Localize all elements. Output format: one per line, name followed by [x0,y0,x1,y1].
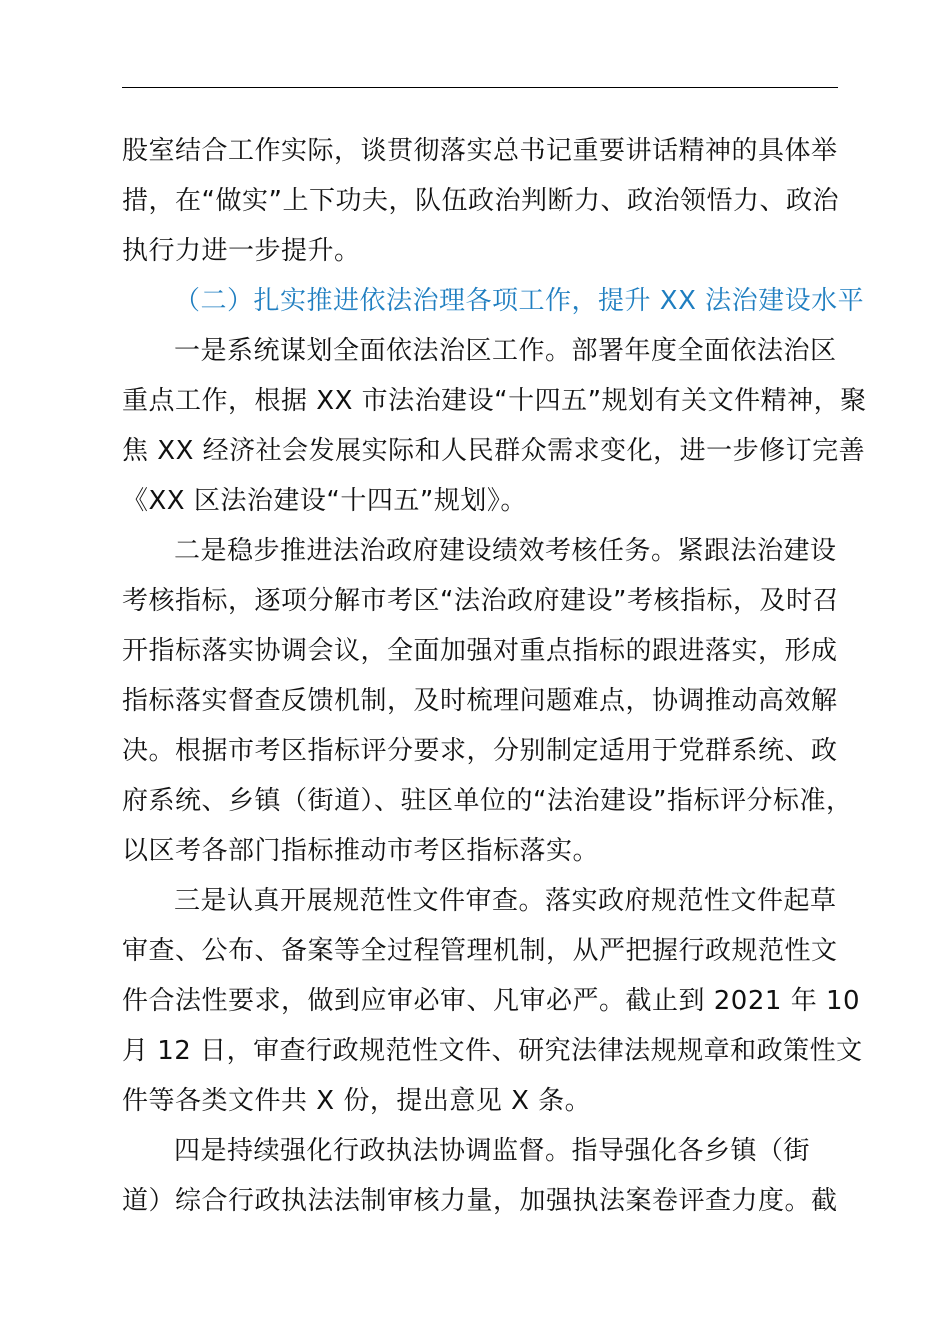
paragraph-line: 审查、公布、备案等全过程管理机制，从严把握行政规范性文 [122,936,838,966]
paragraph-line: 四是持续强化行政执法协调监督。指导强化各乡镇（街 [174,1136,811,1166]
paragraph-line: 三是认真开展规范性文件审查。落实政府规范性文件起草 [174,886,837,916]
paragraph-line: 开指标落实协调会议，全面加强对重点指标的跟进落实，形成 [122,636,838,666]
paragraph-line: 件等各类文件共 X 份，提出意见 X 条。 [122,1086,592,1116]
paragraph-line: 《XX 区法治建设“十四五”规划》。 [122,486,527,516]
paragraph-line: 以区考各部门指标推动市考区指标落实。 [122,836,600,866]
paragraph-line: 焦 XX 经济社会发展实际和人民群众需求变化，进一步修订完善 [122,436,866,466]
paragraph-line: 二是稳步推进法治政府建设绩效考核任务。紧跟法治建设 [174,536,837,566]
paragraph-line: 府系统、乡镇（街道）、驻区单位的“法治建设”指标评分标准， [122,786,853,816]
paragraph-line: 决。根据市考区指标评分要求，分别制定适用于党群系统、政 [122,736,838,766]
paragraph-line: 执行力进一步提升。 [122,236,361,266]
paragraph-line: 股室结合工作实际，谈贯彻落实总书记重要讲话精神的具体举 [122,136,838,166]
paragraph-line: 一是系统谋划全面依法治区工作。部署年度全面依法治区 [174,336,837,366]
section-heading: （二）扎实推进依法治理各项工作，提升 XX 法治建设水平 [174,286,865,316]
paragraph-line: 重点工作，根据 XX 市法治建设“十四五”规划有关文件精神，聚 [122,386,867,416]
paragraph-line: 件合法性要求，做到应审必审、凡审必严。截止到 2021 年 10 [122,986,861,1016]
paragraph-line: 道）综合行政执法法制审核力量，加强执法案卷评查力度。截 [122,1186,838,1216]
paragraph-line: 考核指标，逐项分解市考区“法治政府建设”考核指标，及时召 [122,586,839,616]
paragraph-line: 指标落实督查反馈机制，及时梳理问题难点，协调推动高效解 [122,686,838,716]
paragraph-line: 月 12 日，审查行政规范性文件、研究法律法规规章和政策性文 [122,1036,863,1066]
paragraph-line: 措，在“做实”上下功夫，队伍政治判断力、政治领悟力、政治 [122,186,839,216]
header-rule [122,87,838,88]
